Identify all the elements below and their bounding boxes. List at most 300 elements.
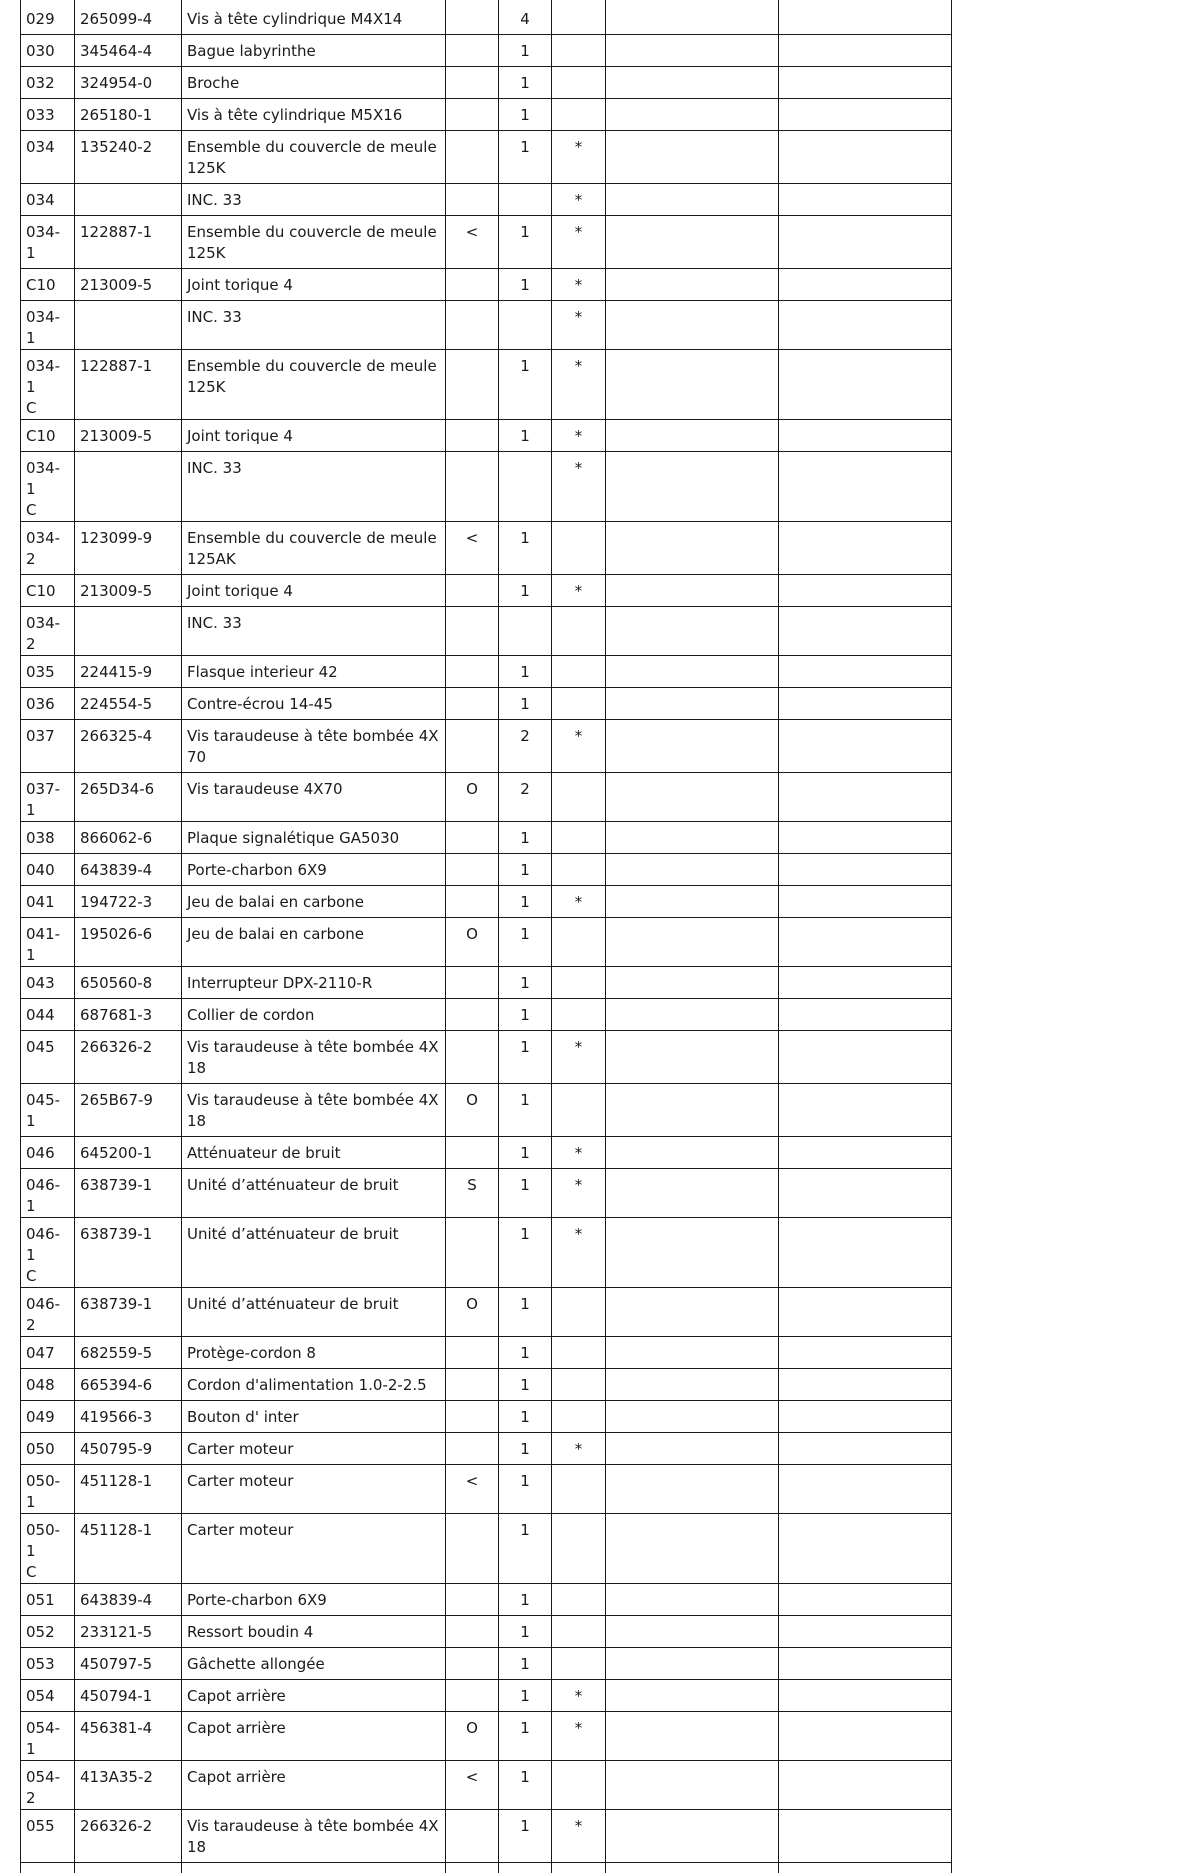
item-number-text: C10 [26,275,69,296]
marker-text: < [451,528,493,549]
quantity-cell [499,1031,552,1084]
quantity-cell [499,1680,552,1712]
quantity-cell [499,1401,552,1433]
marker-text: O [451,1090,493,1111]
marker-text: S [451,1175,493,1196]
marker-cell [446,854,499,886]
quantity-text: 1 [504,694,546,715]
flag-cell [552,773,606,822]
item-number-text: 054-1 [26,1718,69,1760]
description-text: Unité d’atténuateur de bruit [187,1224,440,1245]
item-number-cell [21,35,75,67]
part-number-text: 265180-1 [80,105,176,126]
description-cell [182,1712,446,1761]
empty-cell [606,1712,779,1761]
quantity-text: 1 [504,356,546,377]
flag-text: * [557,892,600,913]
part-number-cell [75,420,182,452]
marker-cell [446,35,499,67]
empty-cell [606,967,779,999]
empty-cell [606,1218,779,1288]
item-number-text: 054 [26,1686,69,1707]
quantity-cell [499,216,552,269]
description-text: INC. 33 [187,613,440,634]
item-number-cell [21,269,75,301]
flag-text: * [557,356,600,377]
part-number-cell [75,1648,182,1680]
marker-cell [446,918,499,967]
description-text: Protège-cordon 8 [187,1343,440,1364]
part-number-text: 665394-6 [80,1375,176,1396]
empty-cell [606,688,779,720]
empty-cell [779,854,952,886]
description-text: Ensemble du couvercle de meule 125K [187,356,440,398]
quantity-text: 1 [504,1767,546,1788]
empty-cell [779,688,952,720]
item-number-text: 037-1 [26,779,69,821]
empty-cell [606,607,779,656]
flag-cell [552,1680,606,1712]
table-row [21,1218,952,1288]
table-row [21,269,952,301]
empty-cell [606,67,779,99]
empty-cell [606,301,779,350]
quantity-text: 1 [504,1224,546,1245]
empty-cell [779,1616,952,1648]
quantity-text: 1 [504,1005,546,1026]
empty-cell [779,1761,952,1810]
flag-cell [552,522,606,575]
item-number-cell [21,1288,75,1337]
table-row [21,1712,952,1761]
marker-cell [446,1514,499,1584]
flag-cell [552,918,606,967]
marker-text: O [451,1718,493,1739]
description-cell [182,131,446,184]
quantity-text: 1 [504,1439,546,1460]
description-cell [182,886,446,918]
flag-cell [552,1218,606,1288]
description-cell [182,301,446,350]
part-number-cell [75,886,182,918]
flag-cell [552,184,606,216]
quantity-text: 1 [504,426,546,447]
table-row [21,1169,952,1218]
marker-cell [446,575,499,607]
part-number-text: 194722-3 [80,892,176,913]
empty-cell [606,1369,779,1401]
quantity-cell [499,607,552,656]
empty-cell [779,1169,952,1218]
item-number-cell [21,350,75,420]
item-number-cell [21,1369,75,1401]
empty-cell [779,1031,952,1084]
item-number-cell [21,1616,75,1648]
quantity-text: 1 [504,973,546,994]
part-number-text: 266325-4 [80,726,176,747]
quantity-cell [499,967,552,999]
description-text: Bouton d' inter [187,1407,440,1428]
marker-cell [446,1761,499,1810]
empty-cell [779,452,952,522]
description-cell [182,1465,446,1514]
empty-cell [606,1616,779,1648]
description-text: Ensemble du couvercle de meule 125K [187,137,440,179]
description-text: Jeu de balai en carbone [187,892,440,913]
part-number-cell [75,1084,182,1137]
quantity-cell [499,1084,552,1137]
item-number-text: 034 [26,190,69,211]
description-cell [182,918,446,967]
item-number-text: 030 [26,41,69,62]
empty-cell [606,269,779,301]
quantity-text: 1 [504,1718,546,1739]
part-number-text: 265D34-6 [80,779,176,800]
empty-cell [779,350,952,420]
quantity-cell [499,131,552,184]
description-cell [182,35,446,67]
quantity-text: 1 [504,828,546,849]
part-number-text: 224415-9 [80,662,176,683]
marker-cell [446,1712,499,1761]
marker-cell [446,607,499,656]
empty-cell [779,822,952,854]
empty-cell [606,0,779,35]
quantity-text: 1 [504,1654,546,1675]
item-number-text: 045 [26,1037,69,1058]
table-row [21,967,952,999]
flag-cell [552,131,606,184]
table-row [21,688,952,720]
empty-cell [606,1084,779,1137]
part-number-cell [75,656,182,688]
table-row [21,1084,952,1137]
marker-cell [446,1031,499,1084]
quantity-cell [499,1433,552,1465]
empty-cell [606,1465,779,1514]
flag-cell [552,1616,606,1648]
table-row [21,1648,952,1680]
item-number-cell [21,1031,75,1084]
part-number-cell [75,1137,182,1169]
flag-cell [552,1433,606,1465]
description-cell [182,575,446,607]
empty-cell [606,854,779,886]
part-number-cell [75,1810,182,1863]
item-number-text: 029 [26,9,69,30]
marker-cell [446,184,499,216]
description-text: Joint torique 4 [187,581,440,602]
flag-text: * [557,1439,600,1460]
part-number-text: 650560-8 [80,973,176,994]
quantity-cell [499,854,552,886]
part-number-cell [75,0,182,35]
item-number-cell [21,1810,75,1863]
marker-cell [446,350,499,420]
description-text: Gâchette allongée [187,1654,440,1675]
part-number-cell [75,854,182,886]
quantity-text: 1 [504,1090,546,1111]
item-number-text: 051 [26,1590,69,1611]
quantity-cell [499,1218,552,1288]
flag-cell [552,350,606,420]
empty-cell [606,1584,779,1616]
description-text: Capot arrière [187,1686,440,1707]
empty-cell [606,1433,779,1465]
empty-cell [779,301,952,350]
description-text: INC. 33 [187,190,440,211]
empty-cell [779,1712,952,1761]
flag-text: * [557,426,600,447]
empty-cell [606,35,779,67]
marker-text: < [451,1767,493,1788]
description-cell [182,1169,446,1218]
empty-cell [606,575,779,607]
empty-cell [779,420,952,452]
quantity-text: 1 [504,41,546,62]
empty-cell [606,1648,779,1680]
empty-cell [779,656,952,688]
part-number-cell [75,1616,182,1648]
description-text: Vis à tête cylindrique M5X16 [187,105,440,126]
description-text: Vis taraudeuse 4X70 [187,779,440,800]
empty-cell [606,886,779,918]
item-number-cell [21,1137,75,1169]
item-number-cell [21,854,75,886]
quantity-text: 2 [504,726,546,747]
empty-cell [606,1169,779,1218]
quantity-cell [499,822,552,854]
description-cell [182,1337,446,1369]
flag-cell [552,1514,606,1584]
description-cell [182,1433,446,1465]
flag-text: * [557,1143,600,1164]
item-number-text: 050 [26,1439,69,1460]
quantity-text: 1 [504,1175,546,1196]
marker-cell [446,1169,499,1218]
description-text: INC. 33 [187,307,440,328]
table-row [21,1680,952,1712]
parts-list-table [20,0,952,1873]
part-number-cell [75,1465,182,1514]
description-text: Jeu de balai en carbone [187,924,440,945]
table-row [21,184,952,216]
quantity-cell [499,1761,552,1810]
item-number-text: 034 [26,137,69,158]
item-number-cell [21,967,75,999]
description-text: INC. 33 [187,458,440,479]
empty-cell [606,452,779,522]
part-number-cell [75,1218,182,1288]
marker-text: O [451,779,493,800]
marker-cell [446,1465,499,1514]
description-text: Contre-écrou 14-45 [187,694,440,715]
empty-cell [606,918,779,967]
quantity-text: 1 [504,581,546,602]
marker-cell [446,522,499,575]
empty-cell [499,1863,552,1873]
empty-cell [606,1514,779,1584]
description-text: Bague labyrinthe [187,41,440,62]
item-number-text: 033 [26,105,69,126]
part-number-text: 456381-4 [80,1718,176,1739]
empty-cell [606,720,779,773]
part-number-text: 643839-4 [80,1590,176,1611]
part-number-text: 266326-2 [80,1816,176,1837]
table-row [21,452,952,522]
description-text: Porte-charbon 6X9 [187,1590,440,1611]
description-cell [182,216,446,269]
description-text: Ensemble du couvercle de meule 125K [187,222,440,264]
marker-cell [446,1401,499,1433]
quantity-text: 1 [504,1294,546,1315]
description-cell [182,1218,446,1288]
empty-cell [779,720,952,773]
part-number-cell [75,184,182,216]
quantity-cell [499,886,552,918]
flag-cell [552,1031,606,1084]
item-number-text: 049 [26,1407,69,1428]
quantity-cell [499,656,552,688]
item-number-cell [21,99,75,131]
item-number-cell [21,1169,75,1218]
item-number-cell [21,184,75,216]
quantity-cell [499,99,552,131]
flag-cell [552,720,606,773]
description-cell [182,1084,446,1137]
marker-cell [446,1680,499,1712]
quantity-text: 1 [504,1816,546,1837]
table-row [21,216,952,269]
item-number-text: 041 [26,892,69,913]
empty-cell [779,918,952,967]
description-cell [182,773,446,822]
part-number-text: 213009-5 [80,275,176,296]
empty-cell [779,1465,952,1514]
flag-text: * [557,1175,600,1196]
marker-cell [446,967,499,999]
description-cell [182,854,446,886]
empty-cell [779,1369,952,1401]
part-number-text: 265099-4 [80,9,176,30]
quantity-text: 1 [504,1143,546,1164]
part-number-text: 266326-2 [80,1037,176,1058]
empty-cell [606,1863,779,1873]
empty-cell [779,1337,952,1369]
part-number-text: 687681-3 [80,1005,176,1026]
part-number-cell [75,967,182,999]
table-row [21,773,952,822]
empty-cell [779,1810,952,1863]
item-number-text: 052 [26,1622,69,1643]
part-number-cell [75,269,182,301]
flag-text: * [557,1224,600,1245]
quantity-text: 1 [504,1375,546,1396]
item-number-text: 053 [26,1654,69,1675]
table-row [21,350,952,420]
part-number-cell [75,301,182,350]
marker-cell [446,1584,499,1616]
empty-cell [779,575,952,607]
quantity-cell [499,1288,552,1337]
quantity-text: 2 [504,779,546,800]
item-number-cell [21,216,75,269]
part-number-text: 224554-5 [80,694,176,715]
table-row [21,999,952,1031]
description-text: Ressort boudin 4 [187,1622,440,1643]
part-number-cell [75,720,182,773]
part-number-text: 122887-1 [80,356,176,377]
item-number-text: 034-1 [26,222,69,264]
description-cell [182,1680,446,1712]
part-number-cell [75,999,182,1031]
flag-cell [552,1369,606,1401]
description-cell [182,1514,446,1584]
flag-cell [552,35,606,67]
flag-text: * [557,275,600,296]
table-row [21,301,952,350]
empty-cell [779,1288,952,1337]
quantity-cell [499,452,552,522]
quantity-cell [499,1369,552,1401]
table-row [21,1616,952,1648]
flag-text: * [557,222,600,243]
part-number-text: 135240-2 [80,137,176,158]
description-cell [182,656,446,688]
table-row [21,886,952,918]
description-cell [182,452,446,522]
table-row [21,67,952,99]
marker-text: O [451,1294,493,1315]
flag-cell [552,575,606,607]
quantity-cell [499,301,552,350]
item-number-text: 034-1 C [26,458,69,521]
quantity-text: 1 [504,860,546,881]
quantity-cell [499,1337,552,1369]
description-cell [182,1031,446,1084]
empty-cell [606,999,779,1031]
flag-cell [552,1288,606,1337]
empty-cell [606,1810,779,1863]
part-number-text: 213009-5 [80,426,176,447]
flag-text: * [557,1816,600,1837]
flag-text: * [557,458,600,479]
description-text: Vis à tête cylindrique M4X14 [187,9,440,30]
marker-cell [446,99,499,131]
empty-cell [779,967,952,999]
empty-cell [606,184,779,216]
item-number-cell [21,773,75,822]
part-number-text: 419566-3 [80,1407,176,1428]
quantity-text: 1 [504,892,546,913]
part-number-cell [75,1433,182,1465]
description-cell [182,184,446,216]
part-number-text: 451128-1 [80,1520,176,1541]
part-number-cell [75,35,182,67]
part-number-text: 682559-5 [80,1343,176,1364]
table-row [21,420,952,452]
marker-text: < [451,1471,493,1492]
description-text: Capot arrière [187,1767,440,1788]
table-row [21,656,952,688]
table-row [21,1433,952,1465]
description-cell [182,822,446,854]
item-number-cell [21,1084,75,1137]
empty-cell [779,1433,952,1465]
flag-cell [552,1465,606,1514]
marker-cell [446,1084,499,1137]
description-text: Joint torique 4 [187,426,440,447]
